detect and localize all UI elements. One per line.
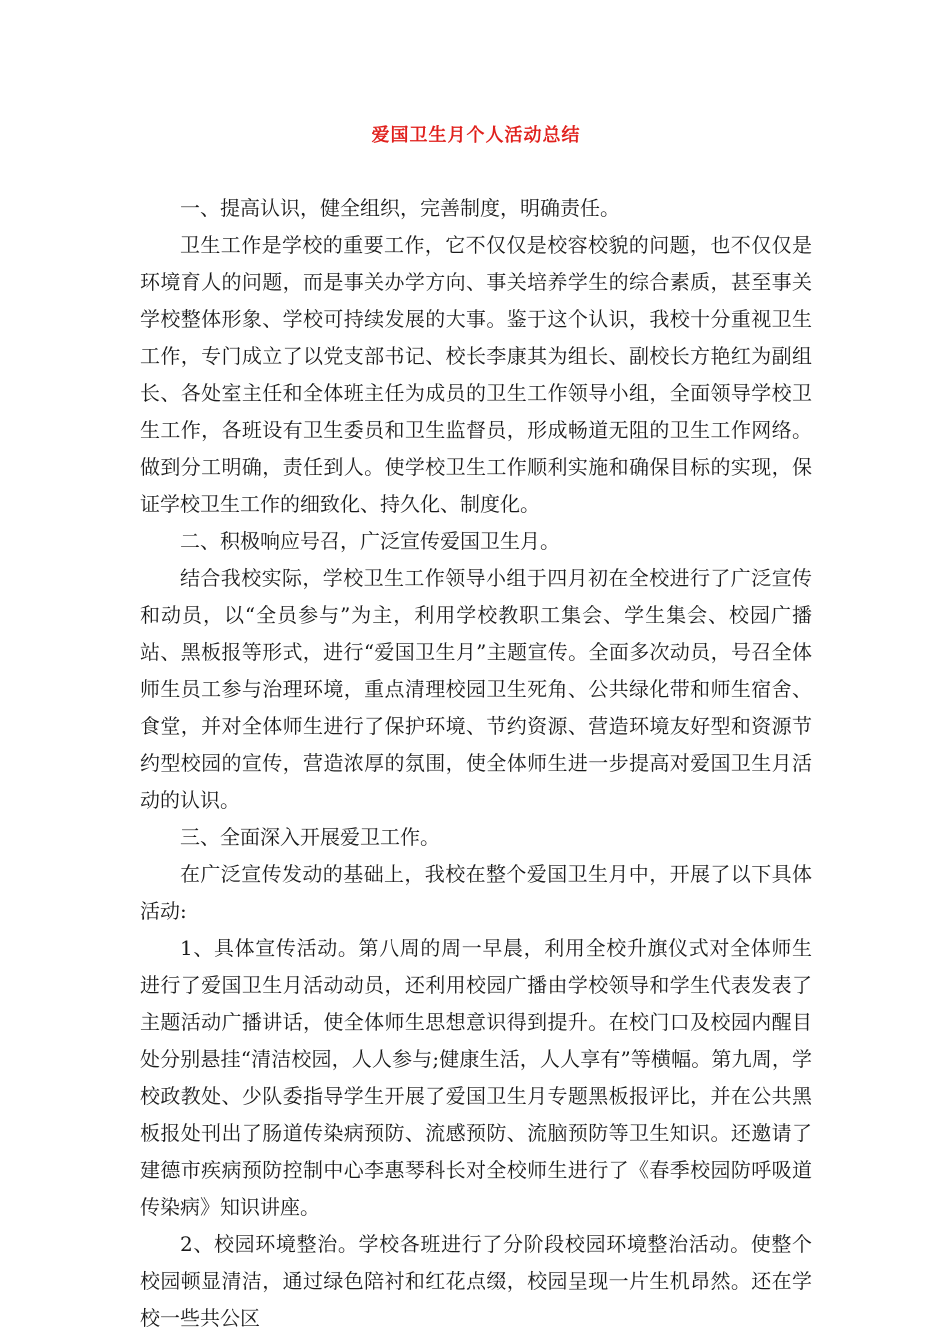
section-heading-3: 三、全面深入开展爱卫工作。: [180, 825, 440, 849]
paragraph-5: 2、校园环境整治。学校各班进行了分阶段校园环境整治活动。使整个校园顿显清洁，通过绿色陪衬和红花点缀，校园呈现一片生机昂然。还在学校一些共公区: [140, 1232, 812, 1330]
section-heading-2: 二、积极响应号召，广泛宣传爱国卫生月。: [180, 529, 560, 553]
paragraph-4: 1、具体宣传活动。第八周的周一早晨，利用全校升旗仪式对全体师生进行了爱国卫生月活动动员，还利用校园广播由学校领导和学生代表发表了主题活动广播讲话，使全体师生思想意识得到提升。在校门口及校园内醒目处分别悬挂“清洁校园，人人参与;健康生活，人人享有”等横幅。第九周，学校政教处、少队委指导学生开展了爱国卫生月专题黑板报评比，并在公共黑板报处刊出了肠道传染病预防、流感预防、流脑预防等卫生知识。还邀请了建德市疾病预防控制中心李惠琴科长对全校师生进行了《春季校园防呼吸道传染病》知识讲座。: [140, 936, 812, 1219]
document-page: [140, 118, 812, 1337]
section-heading-1: 一、提高认识，健全组织，完善制度，明确责任。: [180, 196, 620, 220]
document-title: 爱国卫生月个人活动总结: [371, 125, 581, 146]
paragraph-3: 在广泛宣传发动的基础上，我校在整个爱国卫生月中，开展了以下具体活动:: [140, 862, 812, 923]
paragraph-2: 结合我校实际，学校卫生工作领导小组于四月初在全校进行了广泛宣传和动员，以“全员参与”为主，利用学校教职工集会、学生集会、校园广播站、黑板报等形式，进行“爱国卫生月”主题宣传。全面多次动员，号召全体师生员工参与治理环境，重点清理校园卫生死角、公共绿化带和师生宿舍、食堂，并对全体师生进行了保护环境、节约资源、营造环境友好型和资源节约型校园的宣传，营造浓厚的氛围，使全体师生进一步提高对爱国卫生月活动的认识。: [140, 566, 812, 812]
document-body: [140, 190, 812, 1337]
paragraph-1: 卫生工作是学校的重要工作，它不仅仅是校容校貌的问题，也不仅仅是环境育人的问题，而是事关办学方向、事关培养学生的综合素质，甚至事关学校整体形象、学校可持续发展的大事。鉴于这个认识，我校十分重视卫生工作，专门成立了以党支部书记、校长李康其为组长、副校长方艳红为副组长、各处室主任和全体班主任为成员的卫生工作领导小组，全面领导学校卫生工作，各班设有卫生委员和卫生监督员，形成畅道无阻的卫生工作网络。做到分工明确，责任到人。使学校卫生工作顺利实施和确保目标的实现，保证学校卫生工作的细致化、持久化、制度化。: [140, 233, 812, 516]
